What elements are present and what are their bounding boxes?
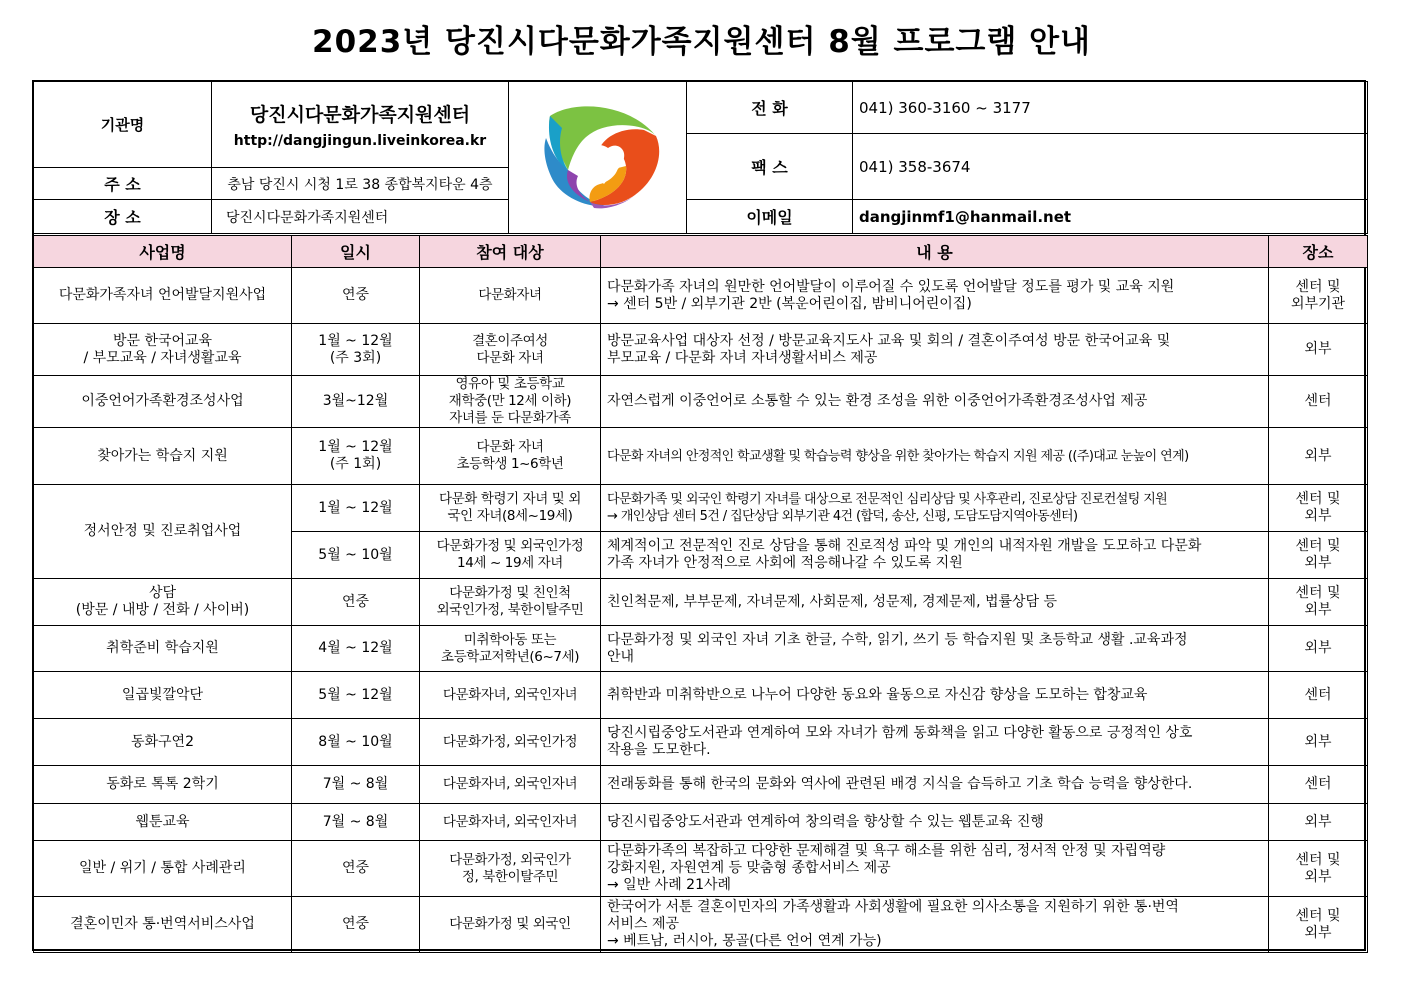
date-cell [292, 672, 420, 719]
target-cell [420, 376, 601, 428]
date-cell [292, 719, 420, 766]
place-cell [1269, 719, 1368, 766]
cell-line: 7월 ~ 8월 [322, 813, 389, 830]
cell-line: 외국인가정, 북한이탈주민 [436, 602, 584, 618]
target-cell [420, 532, 601, 579]
date-cell [292, 376, 420, 428]
content-cell [601, 766, 1269, 804]
cell-line: 자연스럽게 이중언어로 소통할 수 있는 환경 조성을 위한 이중언어가족환경조성사업 제공 [607, 393, 1148, 409]
program-name-cell [34, 719, 292, 766]
cell-line: 외부 [1304, 508, 1332, 524]
cell-line: 연중 [341, 860, 370, 876]
date-cell [292, 268, 420, 324]
place-label: 장 소 [34, 200, 212, 234]
program-name-cell [34, 897, 292, 953]
cell-line: 5월 ~ 10월 [318, 546, 393, 563]
cell-line: 외부 [1304, 447, 1332, 464]
cell-line: 센터 및 [1295, 278, 1341, 295]
place-cell [1269, 428, 1368, 485]
content-cell [601, 897, 1269, 953]
cell-line: → 센터 5반 / 외부기관 2반 (복운어린이집, 밤비니어린이집) [607, 295, 972, 312]
date-cell [292, 579, 420, 626]
cell-line: 연중 [341, 916, 370, 932]
cell-line: 정서안정 및 진로취업사업 [83, 523, 242, 539]
table-row [34, 766, 1368, 804]
cell-line: 다문화가정, 외국인가정 [442, 733, 578, 750]
cell-line: 다문화가족 자녀의 원만한 언어발달이 이루어질 수 있도록 언어발달 정도를 평가 및 교육 지원 [607, 278, 1175, 295]
table-row [34, 324, 1368, 376]
center-logo-icon [528, 98, 668, 214]
cell-line: 외부기관 [1290, 295, 1346, 312]
cell-line: 7월 ~ 8월 [322, 776, 389, 792]
cell-line: 일반 / 위기 / 통합 사례관리 [79, 860, 246, 876]
cell-line: 1월 ~ 12월 [318, 332, 393, 349]
email-value: dangjinmf1@hanmail.net [853, 200, 1368, 234]
content-cell [601, 841, 1269, 897]
cell-line: 4월 ~ 12월 [318, 640, 393, 656]
cell-line: 초등학생 1~6학년 [456, 456, 564, 472]
table-row [34, 268, 1368, 324]
cell-line: 다문화가정 및 외국인 자녀 기초 한글, 수학, 읽기, 쓰기 등 학습지원 및 초등학교 생활 .교육과정 [607, 631, 1188, 648]
cell-line: 외부 [1304, 733, 1332, 750]
content-cell [601, 428, 1269, 485]
place-cell [1269, 579, 1368, 626]
address-label: 주 소 [34, 168, 212, 200]
place-cell [1269, 766, 1368, 804]
cell-line: 취학반과 미취학반으로 나누어 다양한 동요와 율동으로 자신감 향상을 도모하는 합창교육 [607, 686, 1148, 703]
cell-line: 동화구연2 [130, 733, 194, 750]
program-name-cell [34, 579, 292, 626]
cell-line: 센터 및 [1295, 491, 1341, 507]
header-program-name: 사업명 [34, 236, 292, 268]
content-cell [601, 268, 1269, 324]
cell-line: 다문화가정 및 외국인가정 [436, 538, 584, 554]
cell-line: 안내 [607, 648, 635, 665]
date-cell [292, 804, 420, 841]
cell-line: 다문화가족의 복잡하고 다양한 문제해결 및 욕구 해소를 위한 심리, 정서적 안정 및 자립역량 [607, 843, 1166, 859]
target-cell [420, 485, 601, 532]
cell-line: 다문화 학령기 자녀 및 외 [439, 491, 581, 507]
table-row [34, 579, 1368, 626]
cell-line: 다문화가족 및 외국인 학령기 자녀를 대상으로 전문적인 심리상담 및 사후관리, 진로상담 진로컨설팅 지원 [607, 492, 1168, 507]
cell-line: 미취학아동 또는 [463, 631, 557, 648]
cell-line: 서비스 제공 [607, 916, 680, 932]
program-name-cell [34, 428, 292, 485]
cell-line: → 개인상담 센터 5건 / 집단상담 외부기관 4건 (합덕, 송산, 신평, 도담도담지역아동센터) [607, 509, 1078, 524]
date-cell [292, 841, 420, 897]
email-label: 이메일 [687, 200, 853, 234]
cell-line: 전래동화를 통해 한국의 문화와 역사에 관련된 배경 지식을 습득하고 기초 학습 능력을 향상한다. [607, 776, 1193, 792]
org-label: 기관명 [34, 82, 212, 168]
header-date: 일시 [292, 236, 420, 268]
content-cell [601, 626, 1269, 672]
date-cell [292, 766, 420, 804]
cell-line: 연중 [341, 593, 370, 610]
date-cell [292, 428, 420, 485]
cell-line: 다문화가정, 외국인가 [449, 851, 571, 868]
place-cell [1269, 324, 1368, 376]
cell-line: 한국어가 서툰 결혼이민자의 가족생활과 사회생활에 필요한 의사소통을 지원하기 위한 통·번역 [607, 899, 1179, 915]
table-row [34, 672, 1368, 719]
fax-label: 팩 스 [687, 134, 853, 200]
program-table [33, 235, 1368, 953]
cell-line: 재학중(만 12세 이하) [448, 393, 572, 409]
target-cell [420, 897, 601, 953]
cell-line: (주 3회) [329, 349, 382, 366]
cell-line: 외부 [1304, 813, 1332, 830]
place-cell [1269, 532, 1368, 579]
place-value: 당진시다문화가족지원센터 [212, 200, 509, 234]
table-row [34, 897, 1368, 953]
cell-line: 센터 [1304, 393, 1332, 409]
header-target: 참여 대상 [420, 236, 601, 268]
cell-line: 국인 자녀(8세~19세) [447, 508, 573, 524]
date-cell [292, 626, 420, 672]
cell-line: 취학준비 학습지원 [106, 640, 219, 656]
cell-line: 방문 한국어교육 [112, 332, 213, 349]
program-name-cell [34, 324, 292, 376]
cell-line: 웹툰교육 [135, 813, 190, 830]
cell-line: 당진시립중앙도서관과 연계하여 창의력을 향상할 수 있는 웹툰교육 진행 [607, 813, 1044, 830]
cell-line: 3월~12월 [322, 393, 389, 409]
content-cell [601, 532, 1269, 579]
cell-line: 8월 ~ 10월 [318, 733, 393, 750]
cell-line: 다문화자녀, 외국인자녀 [442, 776, 578, 792]
program-name-cell [34, 268, 292, 324]
cell-line: (주 1회) [329, 456, 382, 472]
cell-line: → 일반 사례 21사례 [607, 877, 732, 893]
cell-line: 다문화 자녀 [476, 439, 544, 455]
cell-line: 영유아 및 초등학교 [455, 376, 565, 392]
cell-line: 찾아가는 학습지 지원 [97, 447, 228, 464]
fax-value: 041) 358-3674 [853, 134, 1368, 200]
cell-line: 1월 ~ 12월 [318, 499, 393, 516]
cell-line: → 베트남, 러시아, 몽골(다른 언어 연계 가능) [607, 933, 882, 949]
table-row [34, 626, 1368, 672]
cell-line: 당진시립중앙도서관과 연계하여 모와 자녀가 함께 동화책을 읽고 다양한 활동으로 긍정적인 상호 [607, 725, 1193, 741]
cell-line: 연중 [341, 287, 370, 303]
cell-line: 5월 ~ 12월 [318, 686, 393, 703]
cell-line: 센터 [1304, 776, 1332, 792]
place-cell [1269, 897, 1368, 953]
table-row [34, 376, 1368, 428]
cell-line: 1월 ~ 12월 [318, 439, 393, 455]
program-name-cell [34, 626, 292, 672]
table-row [34, 719, 1368, 766]
content-cell [601, 579, 1269, 626]
target-cell [420, 841, 601, 897]
place-cell [1269, 804, 1368, 841]
place-cell [1269, 626, 1368, 672]
target-cell [420, 719, 601, 766]
table-row [34, 428, 1368, 485]
cell-line: 외부 [1304, 341, 1332, 357]
content-cell [601, 485, 1269, 532]
org-url[interactable]: http://dangjingun.liveinkorea.kr [233, 133, 487, 149]
cell-line: 다문화가정 및 친인척 [449, 585, 571, 601]
cell-line: 정, 북한이탈주민 [461, 868, 559, 885]
date-cell [292, 324, 420, 376]
phone-label: 전 화 [687, 82, 853, 134]
cell-line: 센터 및 [1295, 538, 1341, 554]
place-cell [1269, 485, 1368, 532]
org-name: 당진시다문화가족지원센터 [249, 104, 471, 126]
place-cell [1269, 841, 1368, 897]
cell-line: 센터 및 [1295, 907, 1341, 924]
date-cell [292, 532, 420, 579]
cell-line: 다문화가족자녀 언어발달지원사업 [58, 287, 267, 303]
cell-line: 이중언어가족환경조성사업 [81, 393, 244, 409]
cell-line: / 부모교육 / 자녀생활교육 [83, 349, 242, 366]
header-content: 내 용 [601, 236, 1269, 268]
table-row [34, 841, 1368, 897]
cell-line: 다문화자녀, 외국인자녀 [442, 686, 578, 703]
cell-line: 외부 [1304, 602, 1332, 618]
cell-line: 강화지원, 자원연계 등 맞춤형 종합서비스 제공 [607, 860, 891, 876]
target-cell [420, 626, 601, 672]
place-cell [1269, 376, 1368, 428]
header-place: 장소 [1269, 236, 1368, 268]
cell-line: 부모교육 / 다문화 자녀 자녀생활서비스 제공 [607, 349, 878, 366]
date-cell [292, 897, 420, 953]
program-name-cell [34, 672, 292, 719]
target-cell [420, 268, 601, 324]
cell-line: 가족 자녀가 안정적으로 사회에 적응해나갈 수 있도록 지원 [607, 555, 963, 571]
date-cell [292, 485, 420, 532]
cell-line: 외부 [1304, 924, 1332, 941]
target-cell [420, 324, 601, 376]
cell-line: 다문화 자녀 [476, 349, 544, 366]
cell-line: 센터 및 [1295, 585, 1341, 601]
phone-value: 041) 360-3160 ~ 3177 [853, 82, 1368, 134]
target-cell [420, 579, 601, 626]
program-name-cell [34, 485, 292, 579]
place-cell [1269, 268, 1368, 324]
cell-line: 자녀를 둔 다문화가족 [449, 410, 571, 426]
cell-line: 결혼이주여성 [472, 332, 548, 349]
cell-line: 체계적이고 전문적인 진로 상담을 통해 진로적성 파악 및 개인의 내적자원 개발을 도모하고 다문화 [607, 538, 1202, 554]
cell-line: 다문화자녀, 외국인자녀 [442, 813, 578, 830]
cell-line: 일곱빛깔악단 [121, 686, 204, 703]
address-value: 충남 당진시 시청 1로 38 종합복지타운 4층 [212, 168, 509, 200]
cell-line: 다문화 자녀의 안정적인 학교생활 및 학습능력 향상을 위한 찾아가는 학습지 지원 제공 ((주)대교 눈높이 연계) [607, 448, 1189, 464]
cell-line: 다문화가정 및 외국인 [449, 916, 571, 932]
cell-line: (방문 / 내방 / 전화 / 사이버) [75, 602, 250, 618]
place-cell [1269, 672, 1368, 719]
cell-line: 14세 ~ 19세 자녀 [457, 555, 563, 571]
program-name-cell [34, 376, 292, 428]
cell-line: 동화로 톡톡 2학기 [106, 776, 219, 792]
cell-line: 센터 [1304, 686, 1332, 703]
logo-cell [509, 82, 687, 234]
cell-line: 다문화자녀 [478, 287, 542, 303]
cell-line: 센터 및 [1295, 851, 1341, 868]
cell-line: 외부 [1304, 640, 1332, 656]
cell-line: 방문교육사업 대상자 선정 / 방문교육지도사 교육 및 회의 / 결혼이주여성 방문 한국어교육 및 [607, 332, 1171, 349]
content-cell [601, 719, 1269, 766]
content-cell [601, 804, 1269, 841]
target-cell [420, 428, 601, 485]
content-cell [601, 672, 1269, 719]
cell-line: 외부 [1304, 868, 1332, 885]
target-cell [420, 804, 601, 841]
content-cell [601, 324, 1269, 376]
program-name-cell [34, 766, 292, 804]
org-name-cell [212, 82, 509, 168]
program-sheet [32, 80, 1366, 951]
table-row [34, 804, 1368, 841]
cell-line: 상담 [148, 585, 177, 601]
org-info-table [33, 81, 1368, 234]
target-cell [420, 766, 601, 804]
target-cell [420, 672, 601, 719]
content-cell [601, 376, 1269, 428]
page-title: 2023년 당진시다문화가족지원센터 8월 프로그램 안내 [312, 24, 1091, 60]
cell-line: 작용을 도모한다. [607, 742, 711, 758]
cell-line: 결혼이민자 통·번역서비스사업 [70, 916, 255, 932]
program-name-cell [34, 841, 292, 897]
cell-line: 초등학교저학년(6~7세) [440, 648, 580, 665]
table-row [34, 485, 1368, 532]
program-rows [34, 268, 1368, 953]
cell-line: 친인척문제, 부부문제, 자녀문제, 사회문제, 성문제, 경제문제, 법률상담 등 [607, 593, 1058, 610]
cell-line: 외부 [1304, 555, 1332, 571]
program-name-cell [34, 804, 292, 841]
